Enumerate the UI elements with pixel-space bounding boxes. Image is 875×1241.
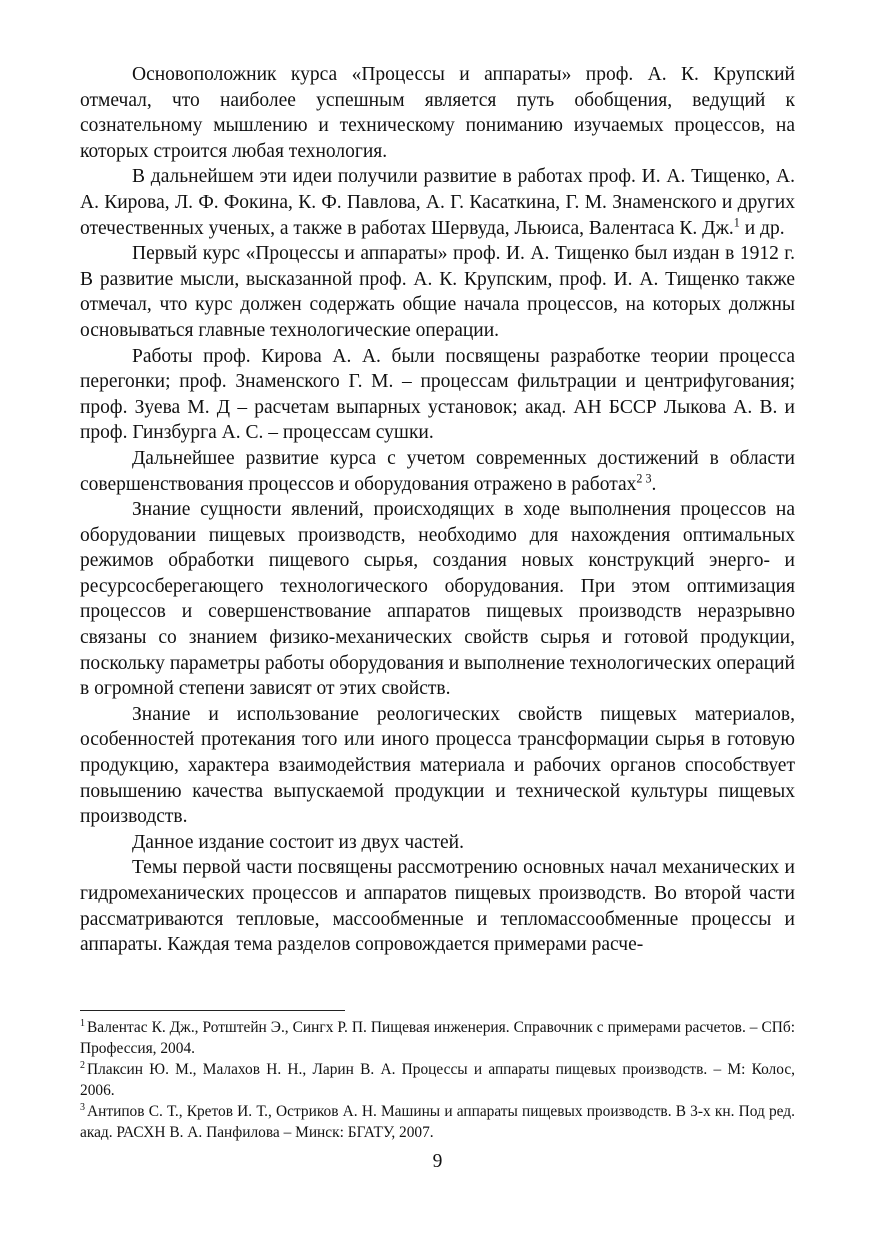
- paragraph: Данное издание состоит из двух частей.: [132, 831, 464, 853]
- footnote-text: Антипов С. Т., Кретов И. Т., Остриков А. Н. Машины и аппараты пищевых производств. В 3-х кн. Под ред. акад. РАСХН В. А. Панфилова – Минск: БГАТУ, 2007.: [80, 1103, 795, 1141]
- body-text: [80, 62, 795, 958]
- footnotes: [80, 1018, 795, 1144]
- footnote-mark: 1: [80, 1017, 85, 1029]
- paragraph: Работы проф. Кирова А. А. были посвящены разработке теории процесса перегонки; проф. Знаменского Г. М. – процессам фильтрации и центрифугования; проф. Зуева М. Д – расчетам выпарных установок; акад. АН БССР Лыкова А. В. и проф. Гинзбурга А. С. – процессам сушки.: [80, 345, 795, 444]
- footnote: [80, 1060, 795, 1101]
- paragraph-text-tail: и др.: [739, 217, 785, 239]
- footnote-text: Плаксин Ю. М., Малахов Н. Н., Ларин В. А. Процессы и аппараты пищевых производств. – М: Колос, 2006.: [80, 1061, 795, 1099]
- footnote-mark: 3: [80, 1101, 85, 1113]
- footnote-ref[interactable]: 1: [733, 215, 740, 230]
- paragraph-text: Дальнейшее развитие курса с учетом современных достижений в области совершенствования процессов и оборудования отражено в работах: [80, 447, 795, 495]
- paragraph: Темы первой части посвящены рассмотрению основных начал механических и гидромеханических процессов и аппаратов пищевых производств. Во второй части рассматриваются тепловые, массообменные и тепломассообменные процессы и аппараты. Каждая тема разделов сопровождается примерами расче-: [80, 857, 795, 956]
- footnote-ref[interactable]: 2 3: [636, 471, 652, 485]
- paragraph: Первый курс «Процессы и аппараты» проф. И. А. Тищенко был издан в 1912 г. В развитие мысли, высказанной проф. А. К. Крупским, проф. И. А. Тищенко также отмечал, что курс должен содержать общие начала процессов, на которых должны основываться главные технологические операции.: [80, 243, 795, 341]
- page-number: 9: [432, 1151, 443, 1172]
- paragraph: [80, 164, 795, 241]
- footnote-mark: 2: [80, 1059, 85, 1071]
- footnote: [80, 1102, 795, 1143]
- paragraph: Знание и использование реологических свойств пищевых материалов, особенностей протекания того или иного процесса трансформации сырья в готовую продукцию, характера взаимодействия материала и рабочих органов способствует повышению качества выпускаемой продукции и технической культуры пищевых производств.: [80, 703, 795, 828]
- paragraph: [80, 446, 795, 497]
- paragraph: Знание сущности явлений, происходящих в ходе выполнения процессов на оборудовании пищевых производств, необходимо для нахождения оптимальных режимов обработки пищевого сырья, создания новых конструкций энерго- и ресурсосберегающего технологического оборудования. При этом оптимизация процессов и совершенствование аппаратов пищевых производств неразрывно связаны со знанием физико-механических свойств сырья и готовой продукции, поскольку параметры работы оборудования и выполнение технологических операций в огромной степени зависят от этих свойств.: [80, 499, 795, 700]
- footnote-divider: [80, 1010, 345, 1011]
- paragraph-text-tail: .: [651, 473, 657, 495]
- paragraph-text: В дальнейшем эти идеи получили развитие в работах проф. И. А. Тищенко, А. А. Кирова, Л. Ф. Фокина, К. Ф. Павлова, А. Г. Касаткина, Г. М. Знаменского и других отечественных ученых, а также в работах Шервуда, Льюиса, Валентаса К. Дж.: [80, 166, 795, 239]
- footnote: [80, 1018, 795, 1059]
- paragraph: Основоположник курса «Процессы и аппараты» проф. А. К. Крупский отмечал, что наиболее успешным является путь обобщения, ведущий к сознательному мышлению и техническому пониманию изучаемых процессов, на которых строится любая технология.: [80, 64, 795, 162]
- footnote-text: Валентас К. Дж., Ротштейн Э., Сингх Р. П. Пищевая инженерия. Справочник с примерами расчетов. – СПб: Профессия, 2004.: [80, 1019, 795, 1057]
